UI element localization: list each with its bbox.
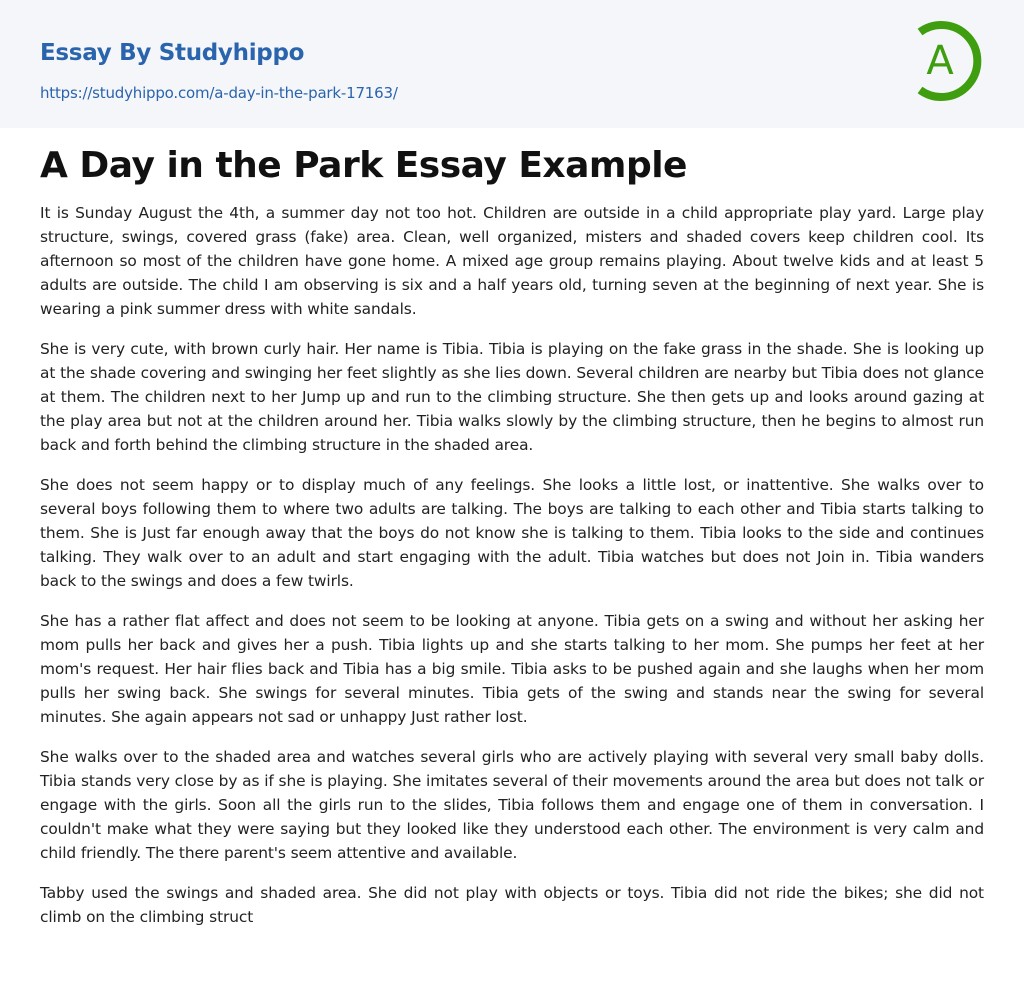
essay-paragraph: Tabby used the swings and shaded area. She did not play with objects or toys. Tibia did not ride the bikes; she did not climb on the climbing struct	[40, 884, 984, 926]
logo-letter: A	[926, 38, 954, 84]
essay-url-link[interactable]: https://studyhippo.com/a-day-in-the-park-17163/	[40, 84, 398, 102]
essay-paragraph: She has a rather flat affect and does not seem to be looking at anyone. Tibia gets on a swing and without her asking her mom pulls her back and gives her a push. Tibia lights up and she starts talking to her mom. She pumps her feet at her mom's request. Her hair flies back and Tibia has a big smile. Tibia asks to be pushed again and she laughs when her mom pulls her swing back. She swings for several minutes. Tibia gets of the swing and stands near the swing for several minutes. She again appears not sad or unhappy Just rather lost.	[40, 612, 984, 726]
page-title: A Day in the Park Essay Example	[40, 145, 687, 186]
essay-body	[40, 201, 984, 945]
essay-paragraph: It is Sunday August the 4th, a summer day not too hot. Children are outside in a child appropriate play yard. Large play structure, swings, covered grass (fake) area. Clean, well organized, misters and shaded covers keep children cool. Its afternoon so most of the children have gone home. A mixed age group remains playing. About twelve kids and at least 5 adults are outside. The child I am observing is six and a half years old, turning seven at the beginning of next year. She is wearing a pink summer dress with white sandals.	[40, 204, 984, 318]
essay-paragraph: She walks over to the shaded area and watches several girls who are actively playing with several very small baby dolls. Tibia stands very close by as if she is playing. She imitates several of their movements around the area but does not talk or engage with the girls. Soon all the girls run to the slides, Tibia follows them and engage one of them in conversation. I couldn't make what they were saying but they looked like they understood each other. The environment is very calm and child friendly. The there parent's seem attentive and available.	[40, 748, 984, 862]
studyhippo-logo-icon[interactable]	[912, 18, 986, 104]
essay-paragraph: She does not seem happy or to display much of any feelings. She looks a little lost, or inattentive. She walks over to several boys following them to where two adults are talking. The boys are talking to each other and Tibia starts talking to them. She is Just far enough away that the boys do not know she is talking to them. Tibia looks to the side and continues talking. They walk over to an adult and start engaging with the adult. Tibia watches but does not Join in. Tibia wanders back to the swings and does a few twirls.	[40, 476, 984, 590]
essay-paragraph: She is very cute, with brown curly hair. Her name is Tibia. Tibia is playing on the fake grass in the shade. She is looking up at the shade covering and swinging her feet slightly as she lies down. Several children are nearby but Tibia does not glance at them. The children next to her Jump up and run to the climbing structure. She then gets up and looks around gazing at the play area but not at the children around her. Tibia walks slowly by the climbing structure, then he begins to almost run back and forth behind the climbing structure in the shaded area.	[40, 340, 984, 454]
brand-name: Essay By Studyhippo	[40, 40, 305, 66]
site-header	[0, 0, 1024, 128]
